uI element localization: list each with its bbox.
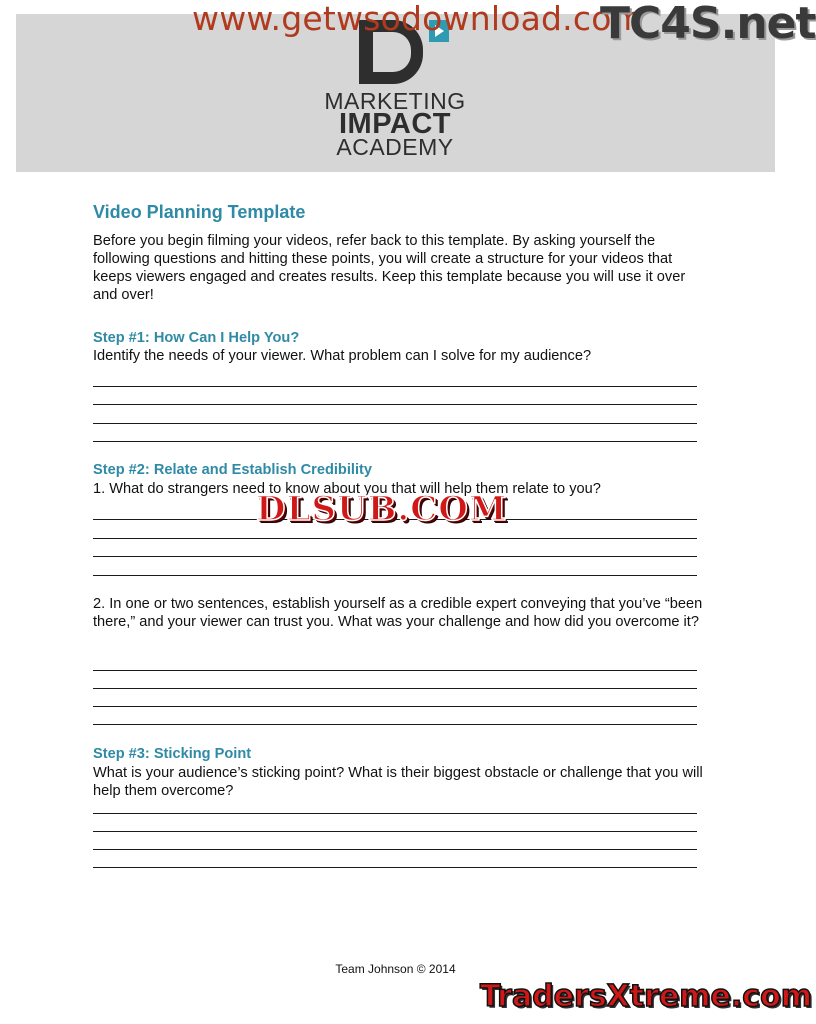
watermark-tc4s: TC4S.net xyxy=(600,0,816,49)
answer-line xyxy=(93,575,697,576)
step3-heading: Step #3: Sticking Point xyxy=(93,746,252,762)
answer-line xyxy=(93,813,697,814)
watermark-top-url: www.getwsodownload.com xyxy=(192,0,644,38)
answer-line xyxy=(93,831,697,832)
step2-heading: Step #2: Relate and Establish Credibility xyxy=(93,462,372,478)
answer-line xyxy=(93,538,697,539)
answer-line xyxy=(93,556,697,557)
answer-line xyxy=(93,670,697,671)
step1-prompt: Identify the needs of your viewer. What problem can I solve for my audience? xyxy=(93,348,592,364)
answer-line xyxy=(93,441,697,442)
step1-heading: Step #1: How Can I Help You? xyxy=(93,330,300,346)
answer-line xyxy=(93,404,697,405)
intro-paragraph: Before you begin filming your videos, refer back to this template. By asking yourself the following questions and hitting these points, you will create a structure for your videos that keeps viewers engaged and creates results. Keep this template because you will use it over and over! xyxy=(93,233,686,303)
answer-line xyxy=(93,849,697,850)
logo-line-academy: ACADEMY xyxy=(336,134,454,160)
step3-prompt: What is your audience’s sticking point? What is their biggest obstacle or challenge that you will help them overcome? xyxy=(93,765,703,799)
answer-line xyxy=(93,724,697,725)
answer-line xyxy=(93,688,697,689)
answer-line xyxy=(93,706,697,707)
footer-copyright: Team Johnson © 2014 xyxy=(335,962,456,976)
answer-line xyxy=(93,867,697,868)
document-title: Video Planning Template xyxy=(93,202,306,222)
watermark-traders: TradersXtreme.com xyxy=(480,979,812,1014)
logo-line-marketing: MARKETING xyxy=(324,88,466,114)
logo-line-impact: IMPACT xyxy=(338,108,451,140)
step2-prompt1: 1. What do strangers need to know about you that will help them relate to you? xyxy=(93,481,601,497)
answer-line xyxy=(93,386,697,387)
watermark-dlsub: DLSUB.COM xyxy=(256,489,508,529)
step2-prompt2: 2. In one or two sentences, establish yourself as a credible expert conveying that you’ve “been there,” and your viewer can trust you. What was your challenge and how did you overcome it? xyxy=(93,596,703,630)
answer-line xyxy=(93,423,697,424)
